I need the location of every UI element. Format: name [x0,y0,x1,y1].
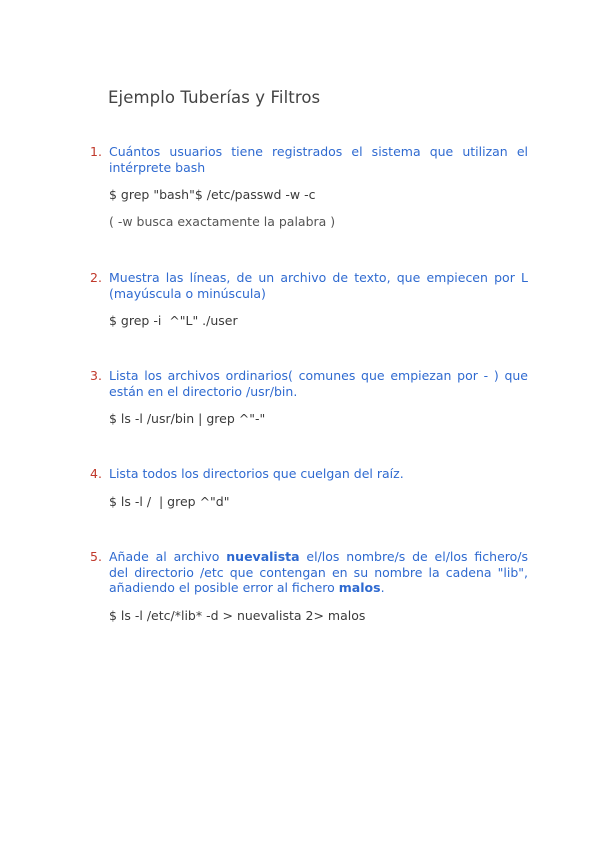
highlight-filename: nuevalista [226,549,300,564]
question-text: el/los nombre/s de el/los fichero/s del directorio /etc que contengan en su nombre la cadena "lib", añadiendo el posible error al fichero [109,549,528,595]
item-number: 1. [90,144,102,159]
item-question: Lista los archivos ordinarios( comunes que empiezan por - ) que están en el directorio /usr/bin. [109,368,528,399]
question-text: . [380,580,385,595]
item-command: $ ls -l /usr/bin | grep ^"-" [109,411,266,426]
item-number: 5. [90,549,102,564]
item-question: Muestra las líneas, de un archivo de texto, que empiecen por L (mayúscula o minúscula) [109,270,528,301]
question-text: Añade al archivo [109,549,227,564]
exercise-item-2 [90,270,528,328]
item-number: 2. [90,270,102,285]
exercise-item-3 [90,368,528,426]
item-number: 4. [90,466,102,481]
page-title: Ejemplo Tuberías y Filtros [108,88,321,107]
item-question: Lista todos los directorios que cuelgan del raíz. [109,466,404,481]
item-command: $ ls -l /etc/*lib* -d > nuevalista 2> malos [109,607,366,623]
item-question [109,549,528,596]
item-command: $ grep "bash"$ /etc/passwd -w -c [109,187,316,202]
item-note: ( -w busca exactamente la palabra ) [109,214,336,229]
exercise-item-1 [90,144,528,229]
item-command: $ grep -i ^"L" ./user [109,313,238,328]
item-command: $ ls -l / | grep ^"d" [109,493,230,509]
item-number: 3. [90,368,102,383]
highlight-filename: malos [338,580,381,595]
exercise-item-5 [90,549,528,623]
exercise-item-4 [90,466,528,509]
item-question: Cuántos usuarios tiene registrados el sistema que utilizan el intérprete bash [109,144,528,175]
